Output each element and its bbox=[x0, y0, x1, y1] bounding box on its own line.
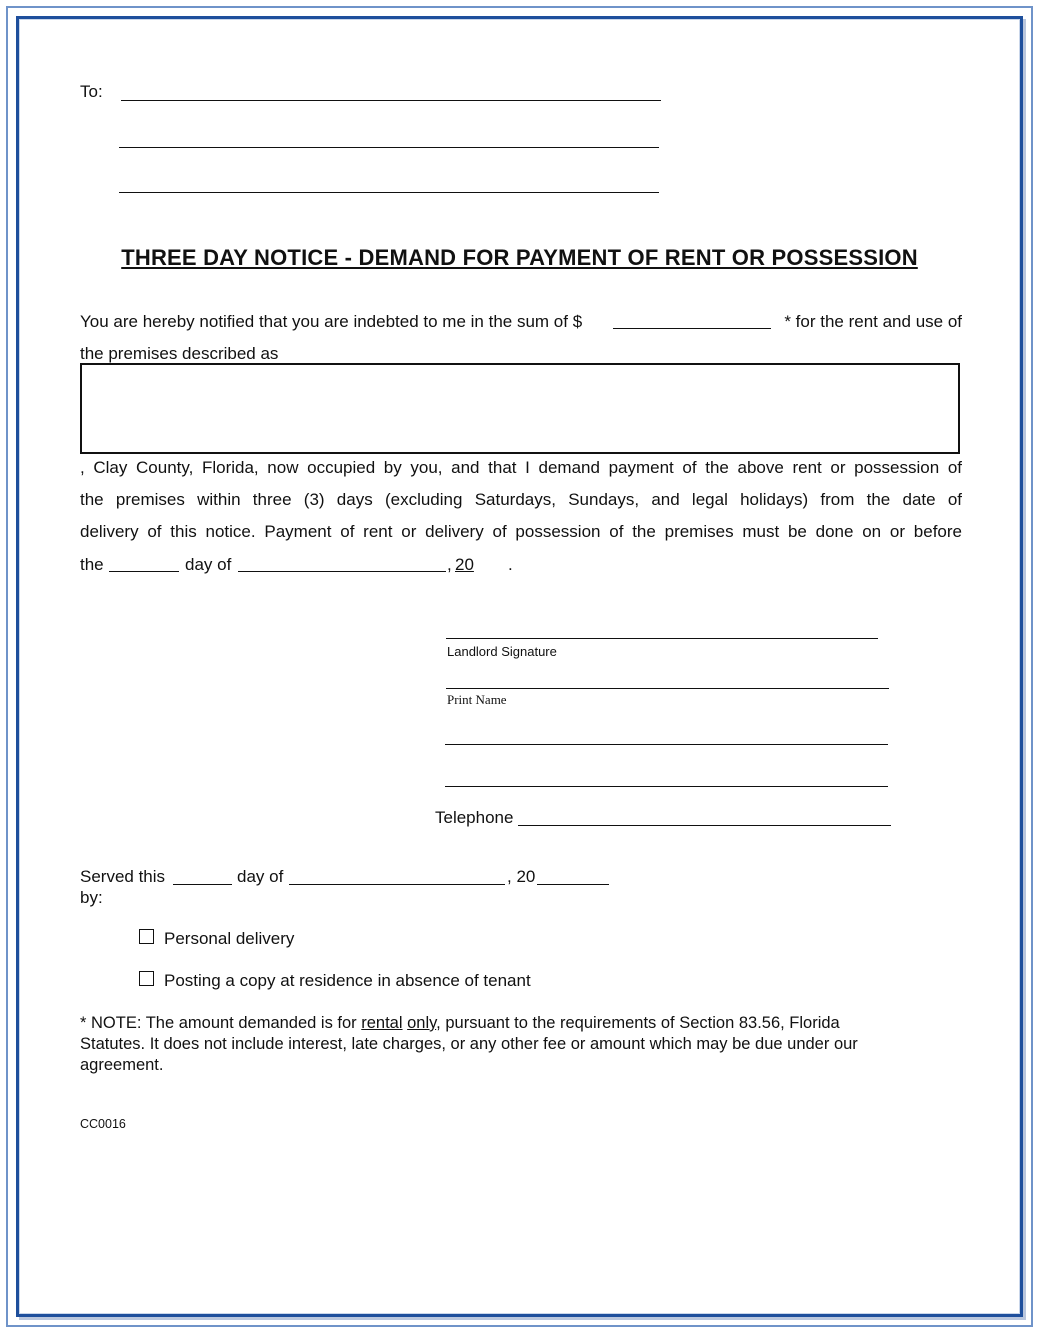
deadline-day-of: day of bbox=[185, 555, 232, 574]
deadline-month-field[interactable] bbox=[238, 571, 446, 572]
amount-field[interactable] bbox=[613, 328, 771, 329]
body-line-3: delivery of this notice. Payment of rent or delivery of possession of the premises must be done on or before bbox=[80, 522, 962, 541]
deadline-year-prefix: 20 bbox=[455, 555, 474, 574]
to-line-3[interactable] bbox=[119, 192, 659, 193]
served-this-label: Served this bbox=[80, 867, 166, 886]
personal-delivery-label: Personal delivery bbox=[164, 929, 295, 948]
premises-description-box[interactable] bbox=[80, 363, 960, 454]
address-line-2[interactable] bbox=[445, 786, 888, 787]
landlord-signature-label: Landlord Signature bbox=[447, 644, 557, 659]
to-line-2[interactable] bbox=[119, 147, 659, 148]
to-line-1[interactable] bbox=[121, 100, 661, 101]
body-line-2: the premises within three (3) days (excluding Saturdays, Sundays, and legal holidays) from the date of bbox=[80, 490, 962, 509]
served-year-field[interactable] bbox=[537, 884, 609, 885]
personal-delivery-checkbox[interactable] bbox=[139, 929, 154, 944]
intro-text-2: * for the rent and use of bbox=[784, 312, 962, 331]
statute-note bbox=[80, 1013, 950, 1076]
note-prefix: * NOTE: The amount demanded is for bbox=[80, 1014, 362, 1032]
served-month-field[interactable] bbox=[289, 884, 505, 885]
telephone-label: Telephone bbox=[435, 808, 514, 827]
print-name-line[interactable] bbox=[446, 688, 889, 689]
landlord-signature-line[interactable] bbox=[446, 638, 878, 639]
note-line-3: agreement. bbox=[80, 1056, 164, 1074]
served-year-prefix: , 20 bbox=[507, 867, 536, 886]
note-rest-line1: , pursuant to the requirements of Section 83.56, Florida bbox=[436, 1014, 840, 1032]
served-by-label: by: bbox=[80, 888, 103, 907]
deadline-period: . bbox=[508, 555, 513, 574]
served-day-of-label: day of bbox=[237, 867, 284, 886]
notice-title: THREE DAY NOTICE - DEMAND FOR PAYMENT OF RENT OR POSSESSION bbox=[121, 245, 918, 270]
body-line-1: , Clay County, Florida, now occupied by you, and that I demand payment of the above rent or possession of bbox=[80, 458, 962, 477]
posting-copy-checkbox[interactable] bbox=[139, 971, 154, 986]
address-line-1[interactable] bbox=[445, 744, 888, 745]
intro-text-3: the premises described as bbox=[80, 344, 279, 363]
deadline-day-field[interactable] bbox=[109, 571, 179, 572]
print-name-label: Print Name bbox=[447, 692, 507, 707]
note-rental: rental bbox=[361, 1014, 403, 1032]
page-inner-border bbox=[16, 16, 1023, 1317]
telephone-field[interactable] bbox=[518, 825, 891, 826]
to-label: To: bbox=[80, 82, 103, 101]
served-day-field[interactable] bbox=[173, 884, 232, 885]
deadline-the: the bbox=[80, 555, 104, 574]
note-line-2: Statutes. It does not include interest, late charges, or any other fee or amount which may be due under our bbox=[80, 1035, 858, 1053]
intro-text-1: You are hereby notified that you are indebted to me in the sum of $ bbox=[80, 312, 583, 331]
note-only: only bbox=[407, 1014, 437, 1032]
form-code: CC0016 bbox=[80, 1117, 126, 1131]
deadline-comma: , bbox=[447, 555, 452, 574]
posting-copy-label: Posting a copy at residence in absence of tenant bbox=[164, 971, 531, 990]
